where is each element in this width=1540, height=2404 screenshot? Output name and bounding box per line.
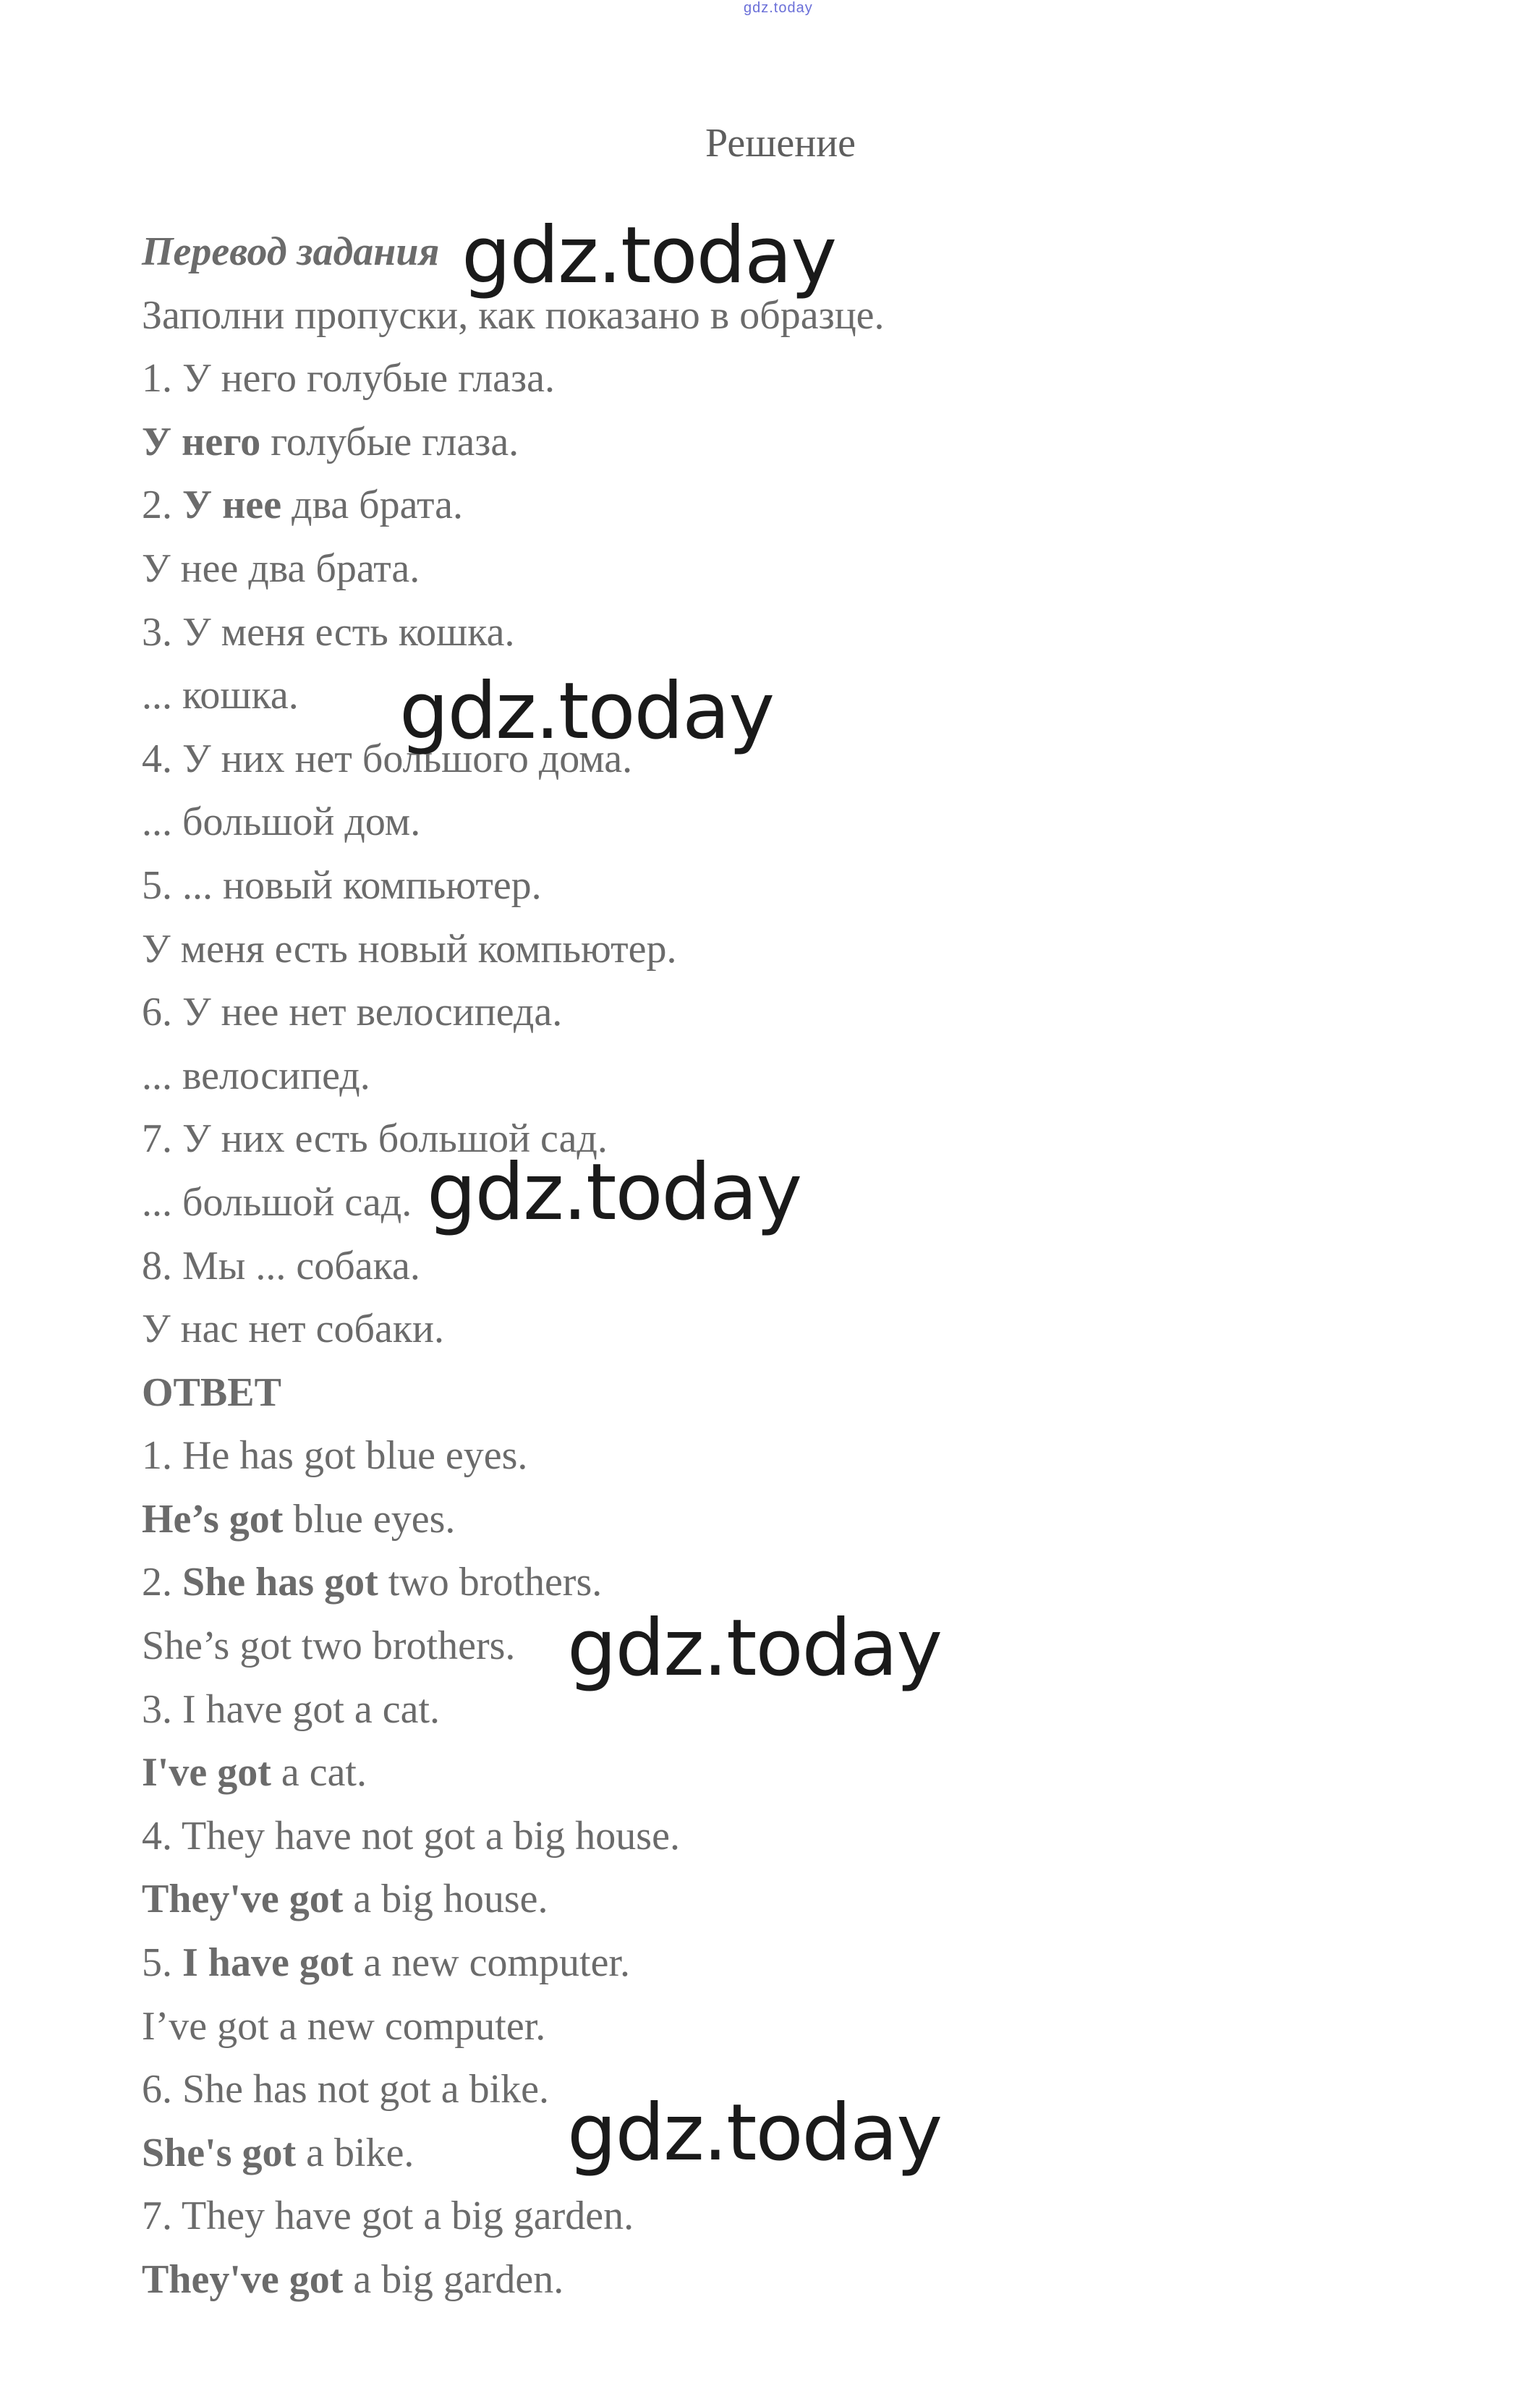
line-number: 2. — [142, 1560, 182, 1605]
bold-phrase: He’s got — [142, 1496, 284, 1542]
line-text: ... большой сад. — [142, 1179, 412, 1225]
answer-line — [142, 1488, 1408, 1552]
translation-line — [142, 981, 1408, 1045]
answer-line — [142, 1424, 1408, 1488]
line-text: a cat. — [271, 1750, 367, 1796]
answer-line — [142, 1741, 1408, 1805]
translation-line — [142, 918, 1408, 982]
translation-line — [142, 538, 1408, 601]
translation-line — [142, 474, 1408, 538]
page-title: Решение — [705, 121, 856, 166]
bold-phrase: She has got — [182, 1560, 378, 1605]
bold-phrase: I have got — [182, 1940, 354, 1986]
line-text: a new computer. — [353, 1940, 630, 1986]
instruction-text: Заполни пропуски, как показано в образце. — [142, 292, 885, 338]
translation-line — [142, 347, 1408, 411]
line-text: ... большой дом. — [142, 799, 421, 845]
answer-line — [142, 2185, 1408, 2248]
watermark: gdz.today — [399, 666, 774, 757]
line-text: 4. They have not got a big house. — [142, 1813, 680, 1859]
translation-line — [142, 854, 1408, 918]
line-number: 5. — [142, 1940, 182, 1986]
line-text: два брата. — [281, 483, 464, 528]
bold-phrase: They've got — [142, 2257, 344, 2302]
line-text: 7. They have got a big garden. — [142, 2193, 634, 2239]
translation-line — [142, 791, 1408, 854]
line-text: 6. She has not got a bike. — [142, 2067, 550, 2112]
translation-line — [142, 411, 1408, 475]
line-text: a big house. — [343, 1877, 548, 1922]
translation-line — [142, 664, 1408, 728]
line-text: 6. У нее нет велосипеда. — [142, 990, 563, 1035]
answer-line — [142, 1868, 1408, 1932]
line-text: 1. У него голубые глаза. — [142, 356, 555, 402]
watermark: gdz.today — [427, 1147, 801, 1238]
answer-line — [142, 2248, 1408, 2312]
task-translation-subtitle: Перевод задания — [142, 229, 440, 274]
answer-line — [142, 1932, 1408, 1995]
answer-list — [142, 1424, 1408, 2311]
top-watermark: gdz.today — [744, 0, 813, 16]
bold-phrase: I've got — [142, 1750, 271, 1796]
answer-line — [142, 1805, 1408, 1869]
line-text: two brothers. — [378, 1560, 603, 1605]
line-text: ... велосипед. — [142, 1053, 370, 1098]
line-text: 1. He has got blue eyes. — [142, 1433, 528, 1479]
watermark: gdz.today — [567, 2088, 942, 2178]
line-text: I’ve got a new computer. — [142, 2003, 546, 2049]
watermark: gdz.today — [461, 211, 836, 301]
line-text: У меня есть новый компьютер. — [142, 926, 677, 972]
translation-line — [142, 601, 1408, 665]
line-text: ... кошка. — [142, 673, 299, 718]
bold-phrase: У него — [142, 419, 261, 464]
line-text: 3. У меня есть кошка. — [142, 609, 515, 655]
watermark: gdz.today — [567, 1603, 942, 1694]
bold-phrase: They've got — [142, 1877, 344, 1922]
line-text: a bike. — [296, 2130, 414, 2175]
line-number: 2. — [142, 483, 182, 528]
translation-line — [142, 1045, 1408, 1108]
line-text: 8. Мы ... собака. — [142, 1243, 420, 1288]
line-text: 7. У них есть большой сад. — [142, 1116, 608, 1162]
translation-line — [142, 1235, 1408, 1299]
line-text: У нее два брата. — [142, 545, 420, 591]
line-text: blue eyes. — [283, 1496, 456, 1542]
line-text: 5. ... новый компьютер. — [142, 862, 542, 908]
translation-line — [142, 728, 1408, 791]
document-body — [142, 221, 1408, 2312]
bold-phrase: У нее — [182, 483, 282, 528]
line-text: She’s got two brothers. — [142, 1623, 516, 1669]
line-text: 3. I have got a cat. — [142, 1686, 441, 1732]
bold-phrase: She's got — [142, 2130, 297, 2175]
line-text: 4. У них нет большого дома. — [142, 736, 633, 781]
line-text: a big garden. — [343, 2257, 564, 2302]
answer-title: ОТВЕТ — [142, 1369, 281, 1415]
translation-line — [142, 1298, 1408, 1362]
line-text: У нас нет собаки. — [142, 1307, 445, 1352]
answer-line — [142, 1995, 1408, 2059]
line-text: голубые глаза. — [260, 419, 519, 464]
